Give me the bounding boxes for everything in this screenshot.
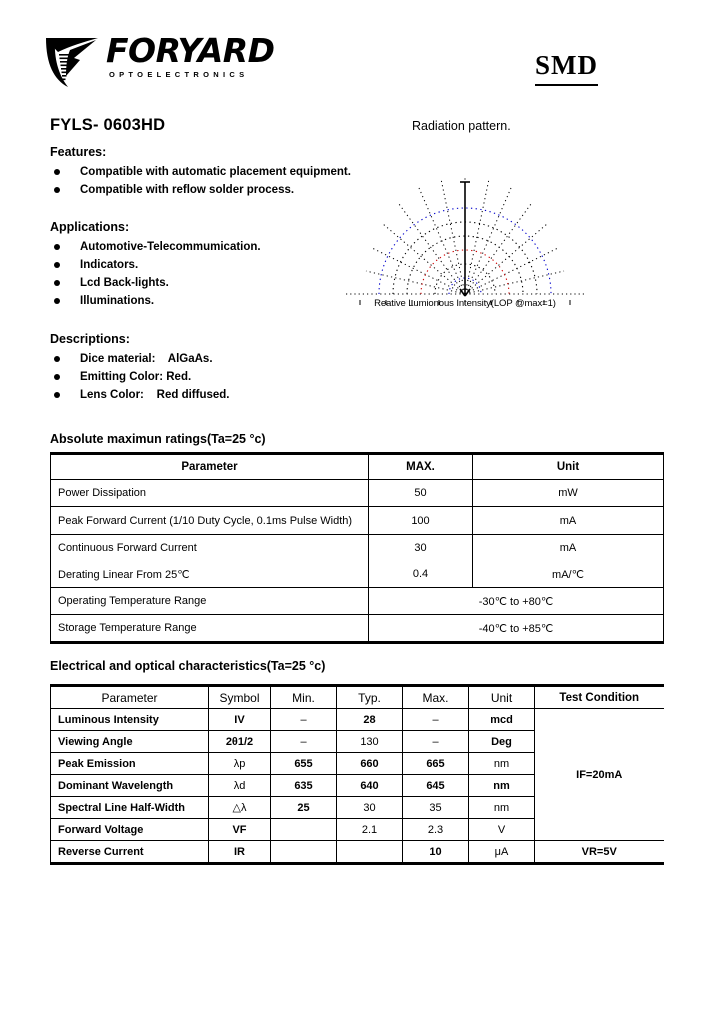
- table-row: [51, 841, 664, 864]
- cell-max: 50: [369, 480, 473, 507]
- cell-unit: mW: [473, 480, 664, 507]
- table-row: [51, 709, 664, 731]
- column-header-parameter: Parameter: [51, 454, 369, 480]
- list-item: [50, 163, 380, 181]
- list-item-label: Lens Color: Red diffused.: [80, 389, 230, 401]
- cell-parameter: Viewing Angle: [51, 731, 209, 753]
- package-type-label: [535, 50, 598, 86]
- applications-list: [50, 238, 380, 310]
- list-item: [50, 368, 380, 386]
- cell-min: –: [271, 709, 337, 731]
- features-title: Features:: [50, 145, 107, 159]
- list-item: [50, 256, 380, 274]
- cell-unit: mcd: [469, 709, 535, 731]
- cell-symbol: λd: [209, 775, 271, 797]
- cell-test-condition: IF=20mA: [535, 709, 664, 841]
- cell-symbol: VF: [209, 819, 271, 841]
- list-item: [50, 350, 380, 368]
- column-header-unit: Unit: [473, 454, 664, 480]
- cell-parameter: Storage Temperature Range: [51, 615, 369, 643]
- table-row: [51, 588, 664, 615]
- list-item-label: Lcd Back-lights.: [80, 277, 169, 289]
- list-item-label: Emitting Color: Red.: [80, 371, 192, 383]
- table-header-row: [51, 454, 664, 480]
- company-logo: [44, 28, 275, 88]
- cell-unit: μA: [469, 841, 535, 864]
- cell-unit: mA: [473, 535, 664, 562]
- cell-parameter: Luminous Intensity: [51, 709, 209, 731]
- list-item: [50, 386, 380, 404]
- cell-max: 645: [403, 775, 469, 797]
- bullet-icon: [54, 356, 60, 362]
- cell-typ: 30: [337, 797, 403, 819]
- cell-unit: mA: [473, 507, 664, 535]
- cell-unit: nm: [469, 775, 535, 797]
- cell-max: 30: [369, 535, 473, 562]
- bullet-icon: [54, 280, 60, 286]
- list-item-label: Compatible with automatic placement equipment.: [80, 166, 351, 178]
- cell-max: 665: [403, 753, 469, 775]
- cell-parameter: Reverse Current: [51, 841, 209, 864]
- cell-typ: [337, 841, 403, 864]
- cell-min: 25: [271, 797, 337, 819]
- radiation-pattern-caption: Reative Lumionous Intensity(LOP @max=1): [374, 298, 556, 309]
- column-header-symbol: Symbol: [209, 686, 271, 709]
- cell-symbol: △λ: [209, 797, 271, 819]
- cell-min: 655: [271, 753, 337, 775]
- list-item: [50, 181, 380, 199]
- radiation-pattern-label: Radiation pattern.: [412, 119, 511, 133]
- cell-max: 2.3: [403, 819, 469, 841]
- table-header-row: [51, 686, 664, 709]
- cell-max: 35: [403, 797, 469, 819]
- applications-title: Applications:: [50, 220, 130, 234]
- features-list: [50, 163, 380, 199]
- cell-parameter: Dominant Wavelength: [51, 775, 209, 797]
- list-item-label: Indicators.: [80, 259, 139, 271]
- list-item: [50, 274, 380, 292]
- absolute-max-ratings-table: [50, 452, 664, 644]
- list-item-label: Compatible with reflow solder process.: [80, 184, 295, 196]
- column-header-unit: Unit: [469, 686, 535, 709]
- list-item-label: Automotive-Telecommumication.: [80, 241, 261, 253]
- bullet-icon: [54, 244, 60, 250]
- cell-typ: 130: [337, 731, 403, 753]
- radiation-pattern-plot: [340, 166, 590, 316]
- cell-max: –: [403, 709, 469, 731]
- descriptions-section: [50, 332, 380, 404]
- cell-max: –: [403, 731, 469, 753]
- cell-max: 10: [403, 841, 469, 864]
- list-item-label: Dice material: AlGaAs.: [80, 353, 213, 365]
- descriptions-list: [50, 350, 380, 404]
- bullet-icon: [54, 187, 60, 193]
- column-header-max: MAX.: [369, 454, 473, 480]
- cell-typ: 640: [337, 775, 403, 797]
- descriptions-title: Descriptions:: [50, 332, 130, 346]
- table-row: [51, 561, 664, 588]
- package-type-underline: [535, 84, 598, 86]
- cell-range: -40℃ to +85℃: [369, 615, 664, 643]
- applications-section: [50, 220, 380, 310]
- electrical-optical-title: Electrical and optical characteristics(Ta=25 °c): [50, 659, 326, 673]
- page-title: FYLS- 0603HD: [50, 116, 166, 134]
- cell-max: 100: [369, 507, 473, 535]
- cell-parameter: Forward Voltage: [51, 819, 209, 841]
- cell-min: [271, 841, 337, 864]
- foryard-f-swoosh-logo-icon: [44, 30, 100, 88]
- page-header: [44, 28, 676, 98]
- table-row: [51, 507, 664, 535]
- cell-parameter: Derating Linear From 25℃: [51, 561, 369, 588]
- logo-tagline: OPTOELECTRONICS: [109, 70, 249, 79]
- cell-range: -30℃ to +80℃: [369, 588, 664, 615]
- cell-unit: V: [469, 819, 535, 841]
- bullet-icon: [54, 298, 60, 304]
- cell-symbol: IV: [209, 709, 271, 731]
- cell-min: 635: [271, 775, 337, 797]
- bullet-icon: [54, 169, 60, 175]
- logo-wordmark: FORYARD: [106, 31, 275, 70]
- column-header-test-condition: Test Condition: [535, 686, 664, 709]
- table-row: [51, 480, 664, 507]
- cell-unit: nm: [469, 797, 535, 819]
- cell-typ: 2.1: [337, 819, 403, 841]
- bullet-icon: [54, 392, 60, 398]
- cell-unit: nm: [469, 753, 535, 775]
- cell-parameter: Peak Emission: [51, 753, 209, 775]
- cell-typ: 660: [337, 753, 403, 775]
- cell-max: 0.4: [369, 561, 473, 588]
- cell-min: –: [271, 731, 337, 753]
- cell-parameter: Power Dissipation: [51, 480, 369, 507]
- cell-symbol: λp: [209, 753, 271, 775]
- cell-unit: mA/℃: [473, 561, 664, 588]
- bullet-icon: [54, 374, 60, 380]
- column-header-typ: Typ.: [337, 686, 403, 709]
- absolute-max-ratings-title: Absolute maximun ratings(Ta=25 °c): [50, 432, 266, 446]
- column-header-max: Max.: [403, 686, 469, 709]
- list-item: [50, 292, 380, 310]
- cell-symbol: 2θ1/2: [209, 731, 271, 753]
- cell-parameter: Continuous Forward Current: [51, 535, 369, 562]
- package-type-text: SMD: [535, 50, 598, 80]
- cell-min: [271, 819, 337, 841]
- bullet-icon: [54, 262, 60, 268]
- electrical-optical-table: [50, 684, 664, 865]
- cell-parameter: Peak Forward Current (1/10 Duty Cycle, 0.1ms Pulse Width): [51, 507, 369, 535]
- column-header-parameter: Parameter: [51, 686, 209, 709]
- table-row: [51, 615, 664, 643]
- cell-parameter: Operating Temperature Range: [51, 588, 369, 615]
- cell-symbol: IR: [209, 841, 271, 864]
- features-section: [50, 145, 380, 199]
- cell-parameter: Spectral Line Half-Width: [51, 797, 209, 819]
- column-header-min: Min.: [271, 686, 337, 709]
- cell-unit: Deg: [469, 731, 535, 753]
- table-row: [51, 535, 664, 562]
- cell-test-condition: VR=5V: [535, 841, 664, 864]
- list-item: [50, 238, 380, 256]
- cell-typ: 28: [337, 709, 403, 731]
- list-item-label: Illuminations.: [80, 295, 155, 307]
